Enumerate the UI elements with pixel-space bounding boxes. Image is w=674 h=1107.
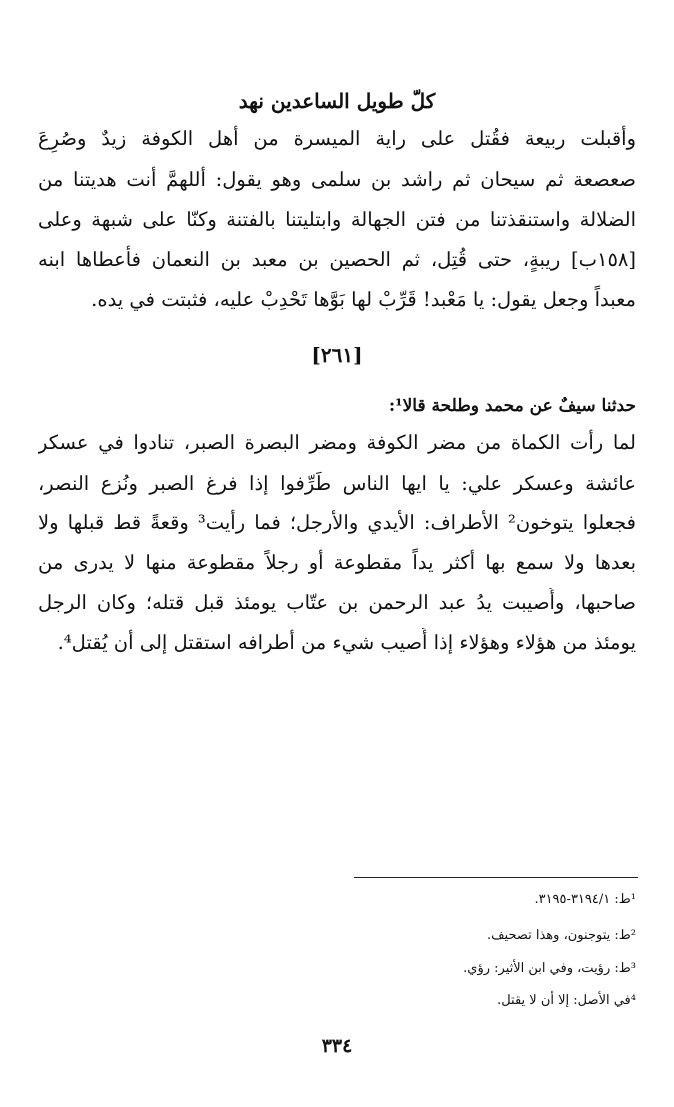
paragraph-2-line: بعدها ولا سمع بها أكثر يداً مقطوعة أو رجلاً مقطوعة منها لا يدرى من bbox=[38, 551, 636, 574]
paragraph-2-line: يومئذ من هؤلاء وهؤلاء إذا أُصيب شيء من أطرافه استقتل إلى أن يُقتل⁴. bbox=[57, 631, 636, 654]
section-number: [٢٦١] bbox=[311, 343, 363, 367]
footnote: ²ط: يتوجنون، وهذا تصحيف. bbox=[486, 928, 636, 943]
paragraph-1-line: وأقبلت ربيعة فقُتل على راية الميسرة من أهل الكوفة زيدٌ وصُرِعَ bbox=[38, 127, 636, 150]
paragraph-2-line: عائشة وعسكر علي: يا ايها الناس طَرِّفوا إذا فرغ الصبر ونُزع النصر، bbox=[38, 472, 636, 495]
paragraph-1-line: صعصعة ثم سيحان ثم راشد بن سلمى وهو يقول: أللهمَّ أنت هديتنا من bbox=[38, 168, 636, 191]
isnad-heading: حدثنا سيفٌ عن محمد وطلحة قالا¹: bbox=[388, 396, 636, 416]
page-number: ٣٣٤ bbox=[321, 1035, 353, 1057]
paragraph-1-line: معبداً وجعل يقول: يا مَعْبد! قَرِّبْ لها بَوَّها تَحْدِبْ عليه، فثبتت في يده. bbox=[91, 288, 636, 311]
paragraph-2-line: لما رأت الكماة من مضر الكوفة ومضر البصرة الصبر، تنادوا في عسكر bbox=[38, 431, 636, 454]
paragraph-2-line: فجعلوا يتوخون² الأطراف: الأيدي والأرجل؛ فما رأيت³ وقعةً قط قبلها ولا bbox=[38, 511, 636, 534]
footnote: ³ط: رؤيت، وفي ابن الأثير: رؤي. bbox=[463, 961, 636, 976]
footnote: ⁴في الأصل: إلا أن لا يقتل. bbox=[497, 993, 636, 1008]
footnote-separator bbox=[354, 877, 638, 878]
running-head: كلّ طويل الساعدين نهد bbox=[238, 89, 436, 113]
footnote: ¹ط: ٣١٩٤/١-٣١٩٥. bbox=[534, 892, 636, 907]
paragraph-2-line: صاحبها، وأُصيبت يدُ عبد الرحمن بن عتّاب يومئذ قبل قتله؛ وكان الرجل bbox=[38, 591, 636, 614]
paragraph-1-line: الضلالة واستنقذتنا من فتن الجهالة وابتليتنا بالفتنة وكنّا على شبهة وعلى bbox=[38, 208, 636, 231]
paragraph-1-line: [١٥٨ب] ريبةٍ، حتى قُتِل، ثم الحصين بن معبد بن النعمان فأعطاها ابنه bbox=[38, 248, 636, 271]
